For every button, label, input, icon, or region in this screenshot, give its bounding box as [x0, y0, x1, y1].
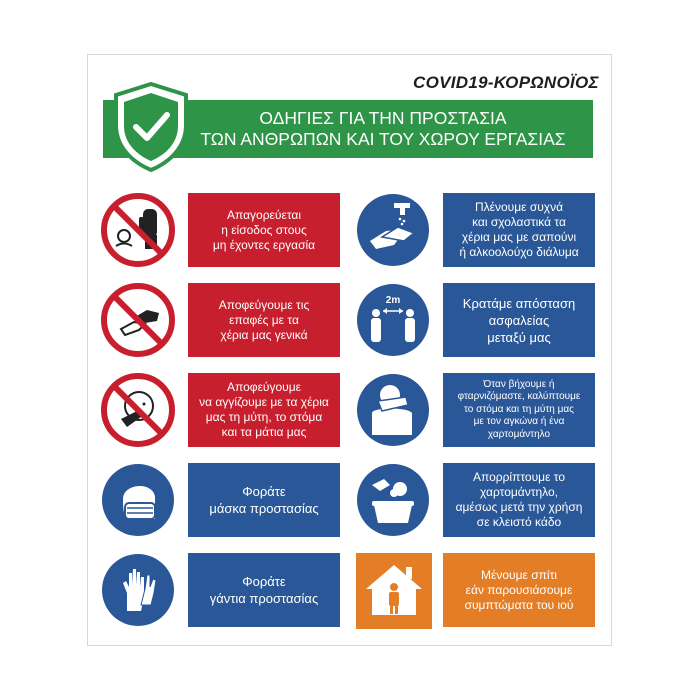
panel-text-line: σε κλειστό κάδο: [476, 515, 562, 529]
tissue-bin-icon: [356, 463, 430, 537]
panel-text-line: Πλένουμε συχνά: [474, 200, 564, 214]
panel-tissue-bin: [443, 463, 595, 537]
panel-text-line: χαρτομάντηλο,: [480, 485, 558, 499]
panel-text-line: γάντια προστασίας: [209, 591, 319, 606]
panel-text-line: μεταξύ μας: [487, 329, 551, 345]
panel-face-mask: [188, 463, 340, 537]
panel-text-line: Μένουμε σπίτι: [481, 567, 557, 582]
panel-text-line: φταρνιζόμαστε, καλύπτουμε: [457, 391, 581, 403]
panel-gloves: [188, 553, 340, 627]
hand-washing-icon: [356, 193, 430, 267]
panel-text-line: Κρατάμε απόσταση: [462, 295, 576, 311]
panel-text-line: ή αλκοολούχο διάλυμα: [459, 245, 579, 259]
panel-text-line: χαρτομάντηλο: [487, 428, 551, 440]
panel-text-line: το στόμα και τη μύτη μας: [464, 403, 574, 415]
panel-text-line: Φοράτε: [242, 484, 286, 499]
panel-text-line: και τα μάτια μας: [221, 425, 307, 439]
panel-text-line: Όταν βήχουμε ή: [483, 378, 555, 390]
panel-text-line: εάν παρουσιάσουμε: [465, 582, 573, 597]
panel-text-line: η είσοδος στους: [221, 222, 307, 237]
panel-text-line: χέρια μας με σαπούνι: [461, 230, 577, 244]
panel-text-line: μη έχοντες εργασία: [212, 237, 316, 252]
panel-no-entry: [188, 193, 340, 267]
panel-text-line: ασφαλείας: [488, 312, 550, 328]
gloves-icon: [101, 553, 175, 627]
panel-text-line: Απορρίπτουμε το: [472, 470, 566, 484]
panel-text-line: Αποφεύγουμε: [227, 380, 301, 394]
sign-topline: COVID19-ΚΟΡΩΝΟΪΟΣ: [413, 73, 599, 92]
shield-check-icon: [110, 81, 192, 173]
panel-text-line: συμπτώματα του ιού: [464, 597, 574, 612]
panel-text-line: μας τη μύτη, το στόμα: [205, 410, 323, 424]
panel-text-line: με τον αγκώνα ή ένα: [473, 416, 565, 428]
covid-sign: [88, 55, 611, 645]
no-entry-sick-icon: [101, 193, 175, 267]
panel-hand-washing: [443, 193, 595, 267]
distance-label: 2m: [385, 295, 401, 306]
face-mask-icon: [101, 463, 175, 537]
panel-text-line: να αγγίζουμε με τα χέρια: [199, 395, 329, 409]
panel-text-line: αμέσως μετά την χρήση: [455, 500, 583, 514]
cough-elbow-icon: [356, 373, 430, 447]
panel-text-line: μάσκα προστασίας: [209, 501, 319, 516]
panel-no-face-touch: [188, 373, 340, 447]
panel-no-handshake: [188, 283, 340, 357]
panel-text-line: και σχολαστικά τα: [472, 215, 566, 229]
no-face-touch-icon: [101, 373, 175, 447]
title-line-2: ΤΩΝ ΑΝΘΡΩΠΩΝ ΚΑΙ ΤΟΥ ΧΩΡΟΥ ΕΡΓΑΣΙΑΣ: [200, 129, 566, 149]
panel-text-line: Φοράτε: [242, 574, 286, 589]
panel-distance: [443, 283, 595, 357]
panel-text-line: χέρια μας γενικά: [220, 327, 308, 342]
distance-icon: [356, 283, 430, 357]
panel-text-line: επαφές με τα: [229, 312, 299, 327]
title-line-1: ΟΔΗΓΙΕΣ ΓΙΑ ΤΗΝ ΠΡΟΣΤΑΣΙΑ: [259, 108, 507, 128]
panel-text-line: Απαγορεύεται: [227, 207, 301, 222]
stay-home-icon: [356, 553, 432, 629]
panel-stay-home: [443, 553, 595, 627]
panel-text-line: Αποφεύγουμε τις: [218, 297, 310, 312]
panel-cough-elbow: [443, 373, 595, 447]
no-handshake-icon: [101, 283, 175, 357]
